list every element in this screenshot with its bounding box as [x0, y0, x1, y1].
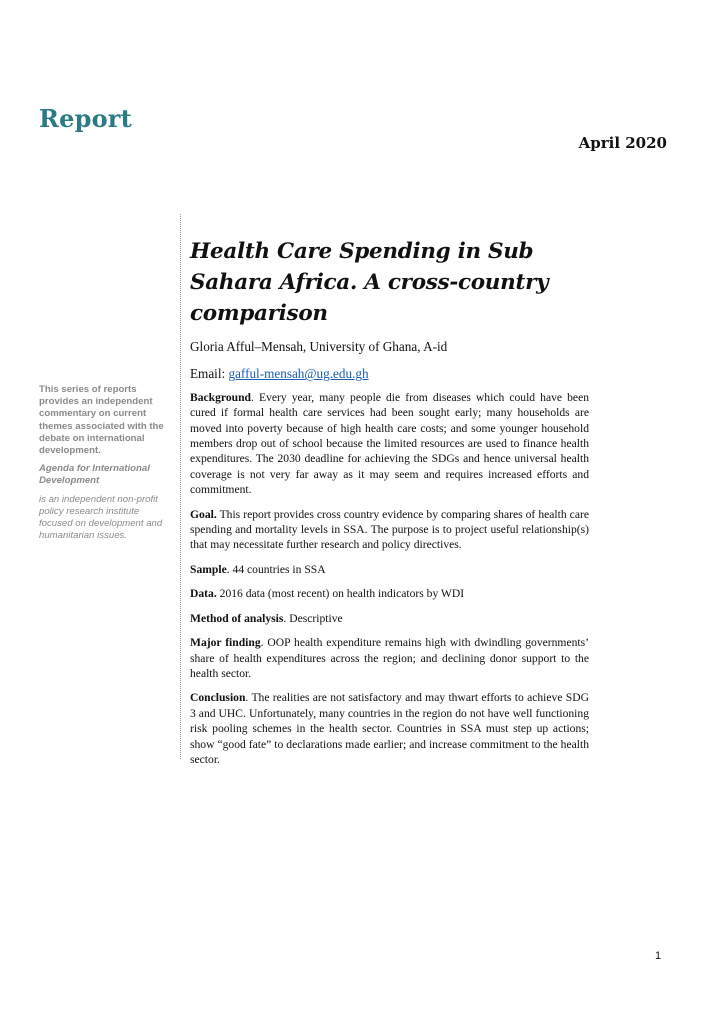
section-heading: Conclusion: [190, 691, 246, 705]
section-method: Method of analysis. Descriptive: [190, 611, 343, 625]
email-line: [190, 366, 589, 381]
section-heading: Goal.: [190, 507, 217, 521]
section-heading: Data.: [190, 587, 217, 601]
main-content: [190, 236, 589, 776]
email-label: Email:: [190, 366, 229, 382]
section-major-finding: Major finding. OOP health expenditure remains high with dwindling governments’ share of health expenditures across the region; and declining donor support to the health sector.: [190, 636, 589, 680]
section-background: Background. Every year, many people die from diseases which could have been cured if formal health care services had been sought early; many households are moved into poverty because of high health care costs; and some younger household members drop out of school because the limited resources are used to finance health expenditures. The 2030 deadline for achieving the SDGs and hence universal health coverage is not very far away as it may seem and requires increased efforts and commitment.: [190, 390, 590, 497]
author-name: Gloria Afful–Mensah,: [190, 339, 307, 354]
section-text: This report provides cross country evidence by comparing shares of health care spending and mortality levels in SSA. The purpose is to project useful relationship(s) that may necessitate further research and policy directives.: [190, 507, 589, 552]
sidebar: [39, 384, 172, 542]
section-text: Every year, many people die from diseases which could have been cured if formal health care services had been sought early; many households are moved into poverty because of high health care costs; and some younger household members drop out of school because the limited resources are used to finance health expenditures. The 2030 deadline for achieving the SDGs and hence universal health coverage is not very far away as it may seem and requires increased efforts and commitment.: [190, 390, 590, 497]
section-heading: Major finding: [190, 636, 261, 650]
report-label: Report: [39, 104, 132, 133]
page-number: 1: [655, 950, 662, 962]
section-text: 44 countries in SSA: [232, 562, 326, 576]
report-date: April 2020: [578, 134, 667, 152]
section-heading: Method of analysis: [190, 611, 284, 625]
section-goal: [190, 507, 589, 553]
author-affiliation: University of Ghana, A-id: [306, 339, 448, 354]
section-text: OOP health expenditure remains high with dwindling governments’ share of health expenditures across the region; and declining donor support to the health sector.: [190, 636, 589, 680]
section-text: 2016 data (most recent) on health indicators by WDI: [219, 587, 465, 601]
section-heading: Sample: [190, 562, 227, 576]
section-data: [190, 586, 589, 601]
section-text: The realities are not satisfactory and may thwart efforts to achieve SDG 3 and UHC. Unfortunately, many countries in the region do not have well functioning risk pooling schemes in the health sector. Countries in SSA must step up actions; show “good fate” to declarations made earlier; and increase commitment to the health sector.: [190, 691, 589, 766]
organization-about: is an independent non-profit policy research institute focused on development and humanitarian issues.: [39, 493, 163, 542]
column-divider: [180, 214, 181, 759]
section-conclusion: Conclusion. The realities are not satisfactory and may thwart efforts to achieve SDG 3 and UHC. Unfortunately, many countries in the region do not have well functioning risk pooling schemes in the health sector. Countries in SSA must step up actions; show “good fate” to declarations made earlier; and increase commitment to the health sector.: [190, 691, 589, 766]
author-line: [190, 339, 589, 354]
section-sample: Sample. 44 countries in SSA: [190, 562, 326, 576]
email-link[interactable]: gafful-mensah@ug.edu.gh: [228, 366, 369, 382]
series-description: This series of reports provides an independent commentary on current themes associated with the debate on international development.: [39, 384, 164, 457]
organization-name: Agenda for International Development: [39, 463, 150, 487]
paper-title: Health Care Spending in Sub Sahara Africa. A cross-country comparison: [190, 239, 549, 326]
section-heading: Background: [190, 390, 251, 404]
section-text: Descriptive: [289, 611, 343, 625]
